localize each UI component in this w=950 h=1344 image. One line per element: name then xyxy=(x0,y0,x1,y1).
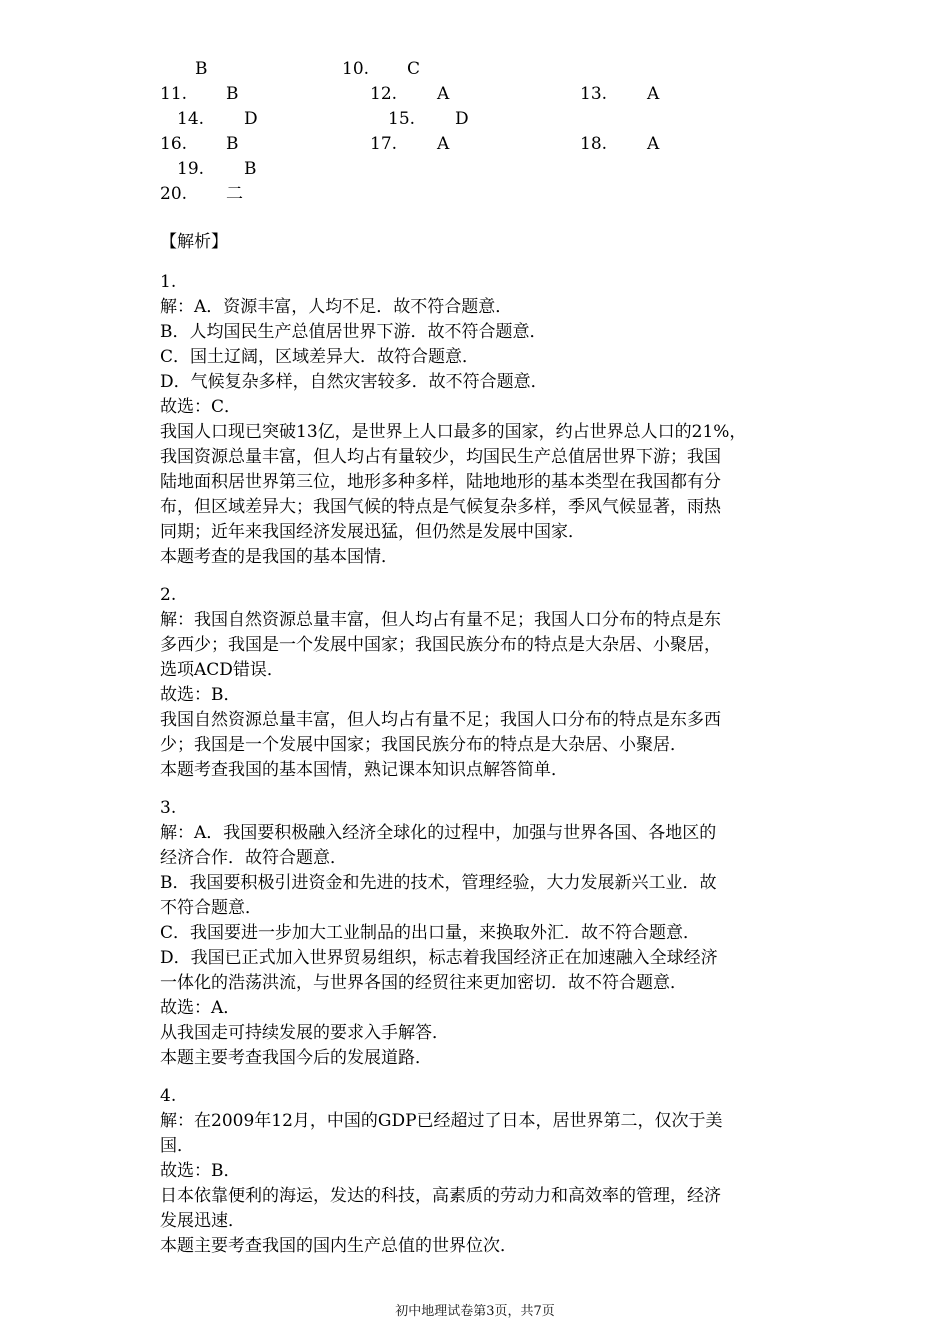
analysis-line: 故选：A． xyxy=(160,998,241,1018)
analysis-line: 我国自然资源总量丰富，但人均占有量不足；我国人口分布的特点是东多西 xyxy=(160,710,721,730)
answer-number: 17. xyxy=(370,134,398,154)
analysis-line: 一体化的浩荡洪流，与世界各国的经贸往来更加密切．故不符合题意． xyxy=(160,973,687,993)
answer-number: 13. xyxy=(580,84,608,104)
answer-number: 12. xyxy=(370,84,398,104)
analysis-line: 本题主要考查我国今后的发展道路． xyxy=(160,1048,432,1068)
analysis-line: 多西少；我国是一个发展中国家；我国民族分布的特点是大杂居、小聚居， xyxy=(160,635,721,655)
question-number: 4. xyxy=(160,1086,177,1106)
answer-choice: D xyxy=(244,109,258,129)
answer-choice: C xyxy=(407,59,421,79)
analysis-line: B．人均国民生产总值居世界下游．故不符合题意． xyxy=(160,322,547,342)
answer-number: 15. xyxy=(388,109,416,129)
question-number: 2. xyxy=(160,585,177,605)
analysis-line: 经济合作．故符合题意． xyxy=(160,848,347,868)
analysis-line: D．气候复杂多样，自然灾害较多．故不符合题意． xyxy=(160,372,548,392)
answer-number: 19. xyxy=(177,159,205,179)
analysis-block xyxy=(160,583,800,783)
analysis-line: 选项ACD错误． xyxy=(160,660,284,680)
analysis-line: 日本依靠便利的海运，发达的科技，高素质的劳动力和高效率的管理，经济 xyxy=(160,1186,721,1206)
analysis-line: D．我国已正式加入世界贸易组织，标志着我国经济正在加速融入全球经济 xyxy=(160,948,718,968)
analysis-line: 解：我国自然资源总量丰富，但人均占有量不足；我国人口分布的特点是东 xyxy=(160,610,721,630)
analysis-line: 解：A．我国要积极融入经济全球化的过程中，加强与世界各国、各地区的 xyxy=(160,823,717,843)
analysis-line: 我国资源总量丰富，但人均占有量较少，均国民生产总值居世界下游；我国 xyxy=(160,447,721,467)
analysis-line: 本题主要考查我国的国内生产总值的世界位次． xyxy=(160,1236,517,1256)
analysis-block xyxy=(160,1084,800,1259)
page-footer: 初中地理试卷第3页，共7页 xyxy=(395,1304,555,1319)
analysis-line: 故选：B． xyxy=(160,685,241,705)
answer-choice: B xyxy=(244,159,257,179)
analysis-line: C．国土辽阔，区域差异大．故符合题意． xyxy=(160,347,480,367)
analysis-line: 本题考查我国的基本国情，熟记课本知识点解答简单． xyxy=(160,760,568,780)
analysis-line: 少；我国是一个发展中国家；我国民族分布的特点是大杂居、小聚居． xyxy=(160,735,687,755)
analysis-block xyxy=(160,796,800,1071)
answer-choice: A xyxy=(437,84,450,104)
analysis-line: 解：A．资源丰富，人均不足．故不符合题意． xyxy=(160,297,513,317)
analysis-line: B．我国要积极引进资金和先进的技术，管理经验，大力发展新兴工业．故 xyxy=(160,873,717,893)
answer-number: 18. xyxy=(580,134,608,154)
analysis-line: 陆地面积居世界第三位，地形多种多样，陆地地形的基本类型在我国都有分 xyxy=(160,472,721,492)
analysis-line: C．我国要进一步加大工业制品的出口量，来换取外汇．故不符合题意． xyxy=(160,923,701,943)
analysis-line: 故选：C． xyxy=(160,397,242,417)
answer-number: 11. xyxy=(160,84,188,104)
question-number: 3. xyxy=(160,798,177,818)
analysis-line: 发展迅速． xyxy=(160,1211,245,1231)
answer-choice: A xyxy=(437,134,450,154)
analysis-block xyxy=(160,270,800,570)
answer-number: 14. xyxy=(177,109,205,129)
question-number: 1. xyxy=(160,272,177,292)
analysis-line: 国． xyxy=(160,1136,194,1156)
answer-choice: B xyxy=(226,84,239,104)
analysis-line: 故选：B． xyxy=(160,1161,241,1181)
answer-number: 16. xyxy=(160,134,188,154)
analysis-line: 本题考查的是我国的基本国情． xyxy=(160,547,398,567)
analysis-line: 同期；近年来我国经济发展迅猛，但仍然是发展中国家． xyxy=(160,522,585,542)
answer-choice: 二 xyxy=(226,184,243,204)
analysis-line: 我国人口现已突破13亿，是世界上人口最多的国家，约占世界总人口的21%， xyxy=(160,422,747,442)
answer-number: 20. xyxy=(160,184,188,204)
analysis-section xyxy=(160,227,800,1259)
answer-choice: B xyxy=(195,59,208,79)
analysis-line: 不符合题意． xyxy=(160,898,262,918)
analysis-blocks xyxy=(160,270,800,1259)
analysis-heading: 【解析】 xyxy=(160,232,228,252)
answer-choice: D xyxy=(455,109,469,129)
answer-choice: A xyxy=(647,84,660,104)
analysis-line: 布，但区域差异大；我国气候的特点是气候复杂多样，季风气候显著，雨热 xyxy=(160,497,721,517)
analysis-line: 解：在2009年12月，中国的GDP已经超过了日本，居世界第二，仅次于美 xyxy=(160,1111,723,1131)
answer-choice: B xyxy=(226,134,239,154)
answer-choice: A xyxy=(647,134,660,154)
analysis-line: 从我国走可持续发展的要求入手解答． xyxy=(160,1023,449,1043)
answer-number: 10. xyxy=(342,59,370,79)
